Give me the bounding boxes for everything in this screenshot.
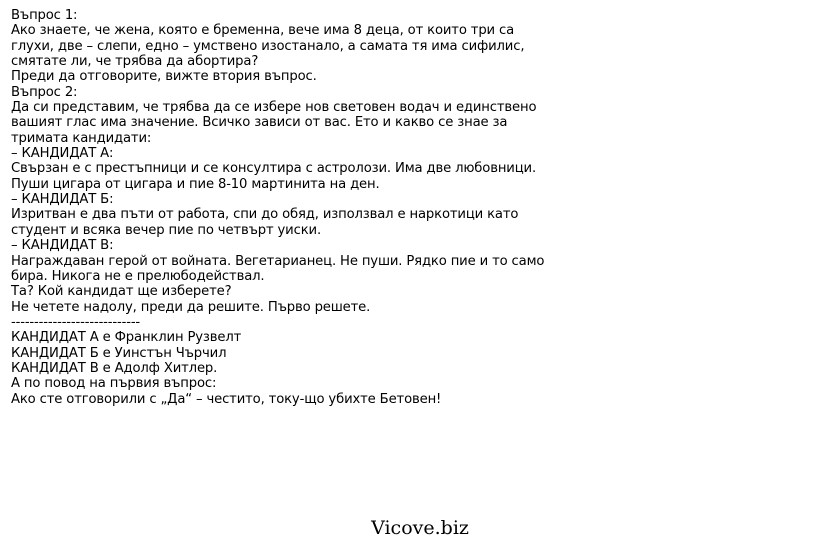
- text-line: смятате ли, че трябва да абортира?: [11, 54, 259, 70]
- answer-line: КАНДИДАТ А е Франклин Рузвелт: [11, 330, 242, 346]
- answer-line: КАНДИДАТ Б е Уинстън Чърчил: [11, 345, 227, 361]
- joke-text: [11, 8, 811, 407]
- text-line: Да си представим, че трябва да се избере нов световен водач и единствено: [11, 100, 537, 116]
- answer-line: КАНДИДАТ В е Адолф Хитлер.: [11, 360, 218, 376]
- text-line: А по повод на първия въпрос:: [11, 376, 217, 392]
- text-line: бира. Никога не е прелюбодействал.: [11, 268, 265, 284]
- question-1-heading: Въпрос 1:: [11, 8, 78, 23]
- site-watermark: Vicove.biz: [371, 517, 469, 539]
- text-line: Изритван е два пъти от работа, спи до обяд, използвал е наркотици като: [11, 207, 519, 223]
- text-line: Свързан е с престъпници и се консултира с астролози. Има две любовници.: [11, 161, 537, 177]
- candidate-b-heading: – КАНДИДАТ Б:: [11, 192, 114, 208]
- text-line: Преди да отговорите, вижте втория въпрос.: [11, 69, 317, 85]
- separator-line: ----------------------------: [11, 314, 141, 330]
- text-line: Ако знаете, че жена, която е бременна, вече има 8 деца, от които три са: [11, 23, 515, 39]
- candidate-c-heading: – КАНДИДАТ В:: [11, 238, 114, 254]
- text-line: Пуши цигара от цигара и пие 8-10 мартинита на ден.: [11, 176, 380, 192]
- text-line: Награждаван герой от войната. Вегетарианец. Не пуши. Рядко пие и то само: [11, 253, 545, 269]
- text-line: вашият глас има значение. Всичко зависи от вас. Ето и какво се знае за: [11, 115, 508, 131]
- text-line: Не четете надолу, преди да решите. Първо решете.: [11, 299, 371, 315]
- punchline: Ако сте отговорили с „Да“ – честито, току-що убихте Бетовен!: [11, 391, 442, 407]
- candidate-a-heading: – КАНДИДАТ А:: [11, 146, 114, 162]
- question-2-heading: Въпрос 2:: [11, 84, 78, 100]
- text-line: глухи, две – слепи, едно – умствено изостанало, а самата тя има сифилис,: [11, 38, 525, 54]
- text-line: студент и всяка вечер пие по четвърт уиски.: [11, 222, 321, 238]
- text-line: тримата кандидати:: [11, 130, 152, 146]
- text-line: Та? Кой кандидат ще изберете?: [11, 284, 232, 300]
